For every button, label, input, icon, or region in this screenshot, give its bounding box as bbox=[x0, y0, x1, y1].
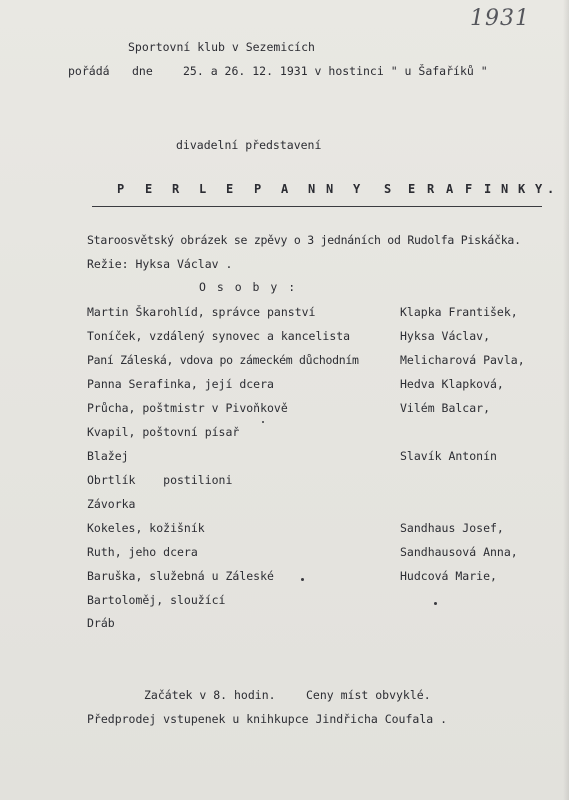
title-letter: A bbox=[446, 182, 454, 196]
header-word-porada: pořádá bbox=[68, 64, 110, 78]
cast-actor: Melicharová Pavla, bbox=[400, 353, 525, 367]
play-subtitle: Staroosvětský obrázek se zpěvy o 3 jednáních od Rudolfa Piskáčka. bbox=[87, 233, 521, 247]
title-letter: Y bbox=[353, 182, 361, 196]
cast-actor: Klapka František, bbox=[400, 305, 518, 319]
cast-role: Ruth, jeho dcera bbox=[87, 545, 198, 559]
cast-role: Martin Škarohlíd, správce panství bbox=[87, 305, 316, 319]
cast-actor: Sandhaus Josef, bbox=[400, 521, 504, 535]
title-letter: N bbox=[501, 182, 509, 196]
header-word-dne: dne bbox=[132, 64, 153, 78]
title-letter: E bbox=[226, 182, 234, 196]
title-letter: L bbox=[199, 182, 207, 196]
handwritten-year-note: 1931 bbox=[470, 6, 530, 31]
title-letter: E bbox=[408, 182, 416, 196]
paper-edge-shadow bbox=[563, 0, 569, 800]
start-time: Začátek v 8. hodin. bbox=[144, 688, 276, 702]
director-line: Režie: Hyksa Václav . bbox=[87, 257, 233, 271]
cast-actor: Hyksa Václav, bbox=[400, 329, 491, 343]
organizer-line: Sportovní klub v Sezemicích bbox=[128, 40, 315, 54]
ink-speck bbox=[301, 578, 304, 581]
title-letter: P bbox=[254, 182, 262, 196]
title-letter: N bbox=[308, 182, 316, 196]
presale-info: Předprodej vstupenek u knihkupce Jindřicha Coufala . bbox=[87, 712, 448, 726]
title-letter: R bbox=[172, 182, 180, 196]
cast-actor: Hudcová Marie, bbox=[400, 569, 497, 583]
cast-role: Toníček, vzdálený synovec a kancelista bbox=[87, 329, 351, 343]
title-letter: E bbox=[145, 182, 153, 196]
ink-speck bbox=[262, 421, 264, 423]
title-letter: K bbox=[518, 182, 526, 196]
cast-role: Blažej bbox=[87, 449, 129, 463]
title-letter: . bbox=[547, 182, 555, 196]
cast-role: Bartoloměj, sloužící bbox=[87, 593, 226, 607]
cast-role: Obrtlík postilioni bbox=[87, 473, 233, 487]
ticket-prices: Ceny míst obvyklé. bbox=[306, 688, 431, 702]
ink-speck bbox=[434, 602, 437, 605]
cast-actor: Hedva Klapková, bbox=[400, 377, 504, 391]
title-letter: I bbox=[484, 182, 492, 196]
title-letter: Y bbox=[535, 182, 543, 196]
cast-actor: Slavík Antonín bbox=[400, 449, 497, 463]
cast-heading: O s o b y : bbox=[199, 280, 298, 294]
cast-role: Kvapil, poštovní písař bbox=[87, 425, 240, 439]
cast-role: Dráb bbox=[87, 616, 115, 630]
title-letter: A bbox=[281, 182, 289, 196]
title-letter: N bbox=[326, 182, 334, 196]
cast-actor: Sandhausová Anna, bbox=[400, 545, 518, 559]
title-letter: P bbox=[117, 182, 125, 196]
cast-role: Průcha, poštmistr v Pivoňkově bbox=[87, 401, 288, 415]
title-letter: F bbox=[465, 182, 473, 196]
date-venue-line: 25. a 26. 12. 1931 v hostinci " u Šafaříků " bbox=[183, 64, 488, 78]
cast-role: Závorka bbox=[87, 497, 136, 511]
cast-actor: Vilém Balcar, bbox=[400, 401, 491, 415]
cast-role: Panna Serafinka, její dcera bbox=[87, 377, 274, 391]
cast-role: Kokeles, kožišník bbox=[87, 521, 205, 535]
title-letter: S bbox=[384, 182, 392, 196]
cast-role: Baruška, služebná u Záleské bbox=[87, 569, 274, 583]
performance-type: divadelní představení bbox=[176, 138, 322, 152]
cast-role: Paní Záleská, vdova po zámeckém důchodním bbox=[87, 353, 359, 367]
title-underline bbox=[92, 206, 542, 207]
title-letter: R bbox=[427, 182, 435, 196]
